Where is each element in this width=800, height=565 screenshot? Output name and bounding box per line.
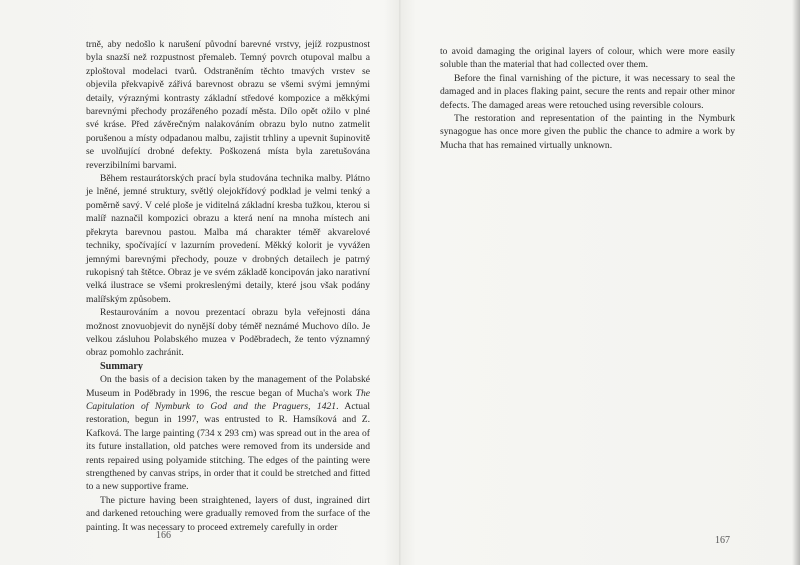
left-page-text (86, 38, 370, 534)
scan-edge-shadow (792, 0, 800, 565)
english-paragraph-1: to avoid damaging the original layers of colour, which were more easily soluble than the material that had collected over them. (440, 46, 735, 71)
page-number-right: 167 (715, 535, 730, 546)
summary-heading: Summary (100, 360, 144, 372)
right-page-text (440, 45, 735, 152)
page-gutter (399, 0, 401, 565)
page-number-left: 166 (156, 530, 171, 541)
painting-title: The Capitulation of Nymburk to God and the Praguers, 1421 (86, 387, 370, 412)
czech-paragraph-1: trně, aby nedošlo k narušení původní barevné vrstvy, jejíž rozpustnost byla snazší než rozpustnost přemaleb. Temný povrch otupoval malbu a zploštoval modelaci tvarů. Odstraněním těchto tmavých vrstev se objevila překvapivě zářivá barevnost obrazu se všemi svými jemnými detaily, výraznými kontrasty základní středové kompozice a měkkými barevnými přechody prozářeného pozadí města. Dílo opět ožilo v plné své kráse. Před závěrečným nalakováním obrazu bylo nutno zatmelit porušenou a místy odpadanou malbu, zajistit trhliny a upevnit šupinovitě se uvolňující drobné defekty. Poškozená místa byla zaretušována reverzibilními barvami. (86, 39, 370, 171)
summary-paragraph-1 (86, 373, 370, 494)
summary-p1-end: . Actual restoration, begun in 1997, was entrusted to R. Hamsíková and Z. Kafková. The large painting (734 x 293 cm) was spread out in the area of its future installation, old patches were removed from its underside and rents repaired using polyamide stitching. The edges of the painting were strengthened by canvas strips, in order that it could be stretched and fitted to a new supportive frame. (86, 400, 370, 493)
summary-p1-start: On the basis of a decision taken by the management of the Polabské Museum in Poděbrady in 1996, the rescue began of Mucha's work (86, 374, 370, 399)
summary-paragraph-2: The picture having been straightened, layers of dust, ingrained dirt and darkened retouching were gradually removed from the surface of the painting. It was necessary to proceed extremely carefully in order (86, 494, 370, 533)
english-paragraph-2: Before the final varnishing of the picture, it was necessary to seal the damaged and in places flaking paint, secure the rents and repair other minor defects. The damaged areas were retouched using reversible colours. (440, 72, 735, 111)
czech-paragraph-3: Restaurováním a novou prezentací obrazu byla veřejnosti dána možnost znovuobjevit do nynější doby téměř neznámé Muchovo dílo. Je velkou zásluhou Polabského muzea v Poděbradech, že tento významný obraz pomohlo zachránit. (86, 307, 370, 359)
english-paragraph-3: The restoration and representation of the painting in the Nymburk synagogue has once more given the public the chance to admire a work by Mucha that has remained virtually unknown. (440, 113, 735, 151)
czech-paragraph-2: Během restaurátorských prací byla studována technika malby. Plátno je lněné, jemné struktury, světlý olejokřídový podklad je velmi tenký a poměrně savý. V celé ploše je viditelná základní kresba tužkou, kterou si malíř naznačil kompozici obrazu a která není na mnoha místech ani překryta barevnou pastou. Malba má charakter téměř akvarelové techniky, spočívající v lazurním provedení. Měkký kolorit je vyvážen jemnými barevnými přechody, pouze v drobných detailech je patrný rukopisný tah štětce. Obraz je ve svém základě koncipován jako narativní velká ilustrace se všemi prokreslenými detaily, které jsou však podány malířským způsobem. (86, 173, 370, 305)
